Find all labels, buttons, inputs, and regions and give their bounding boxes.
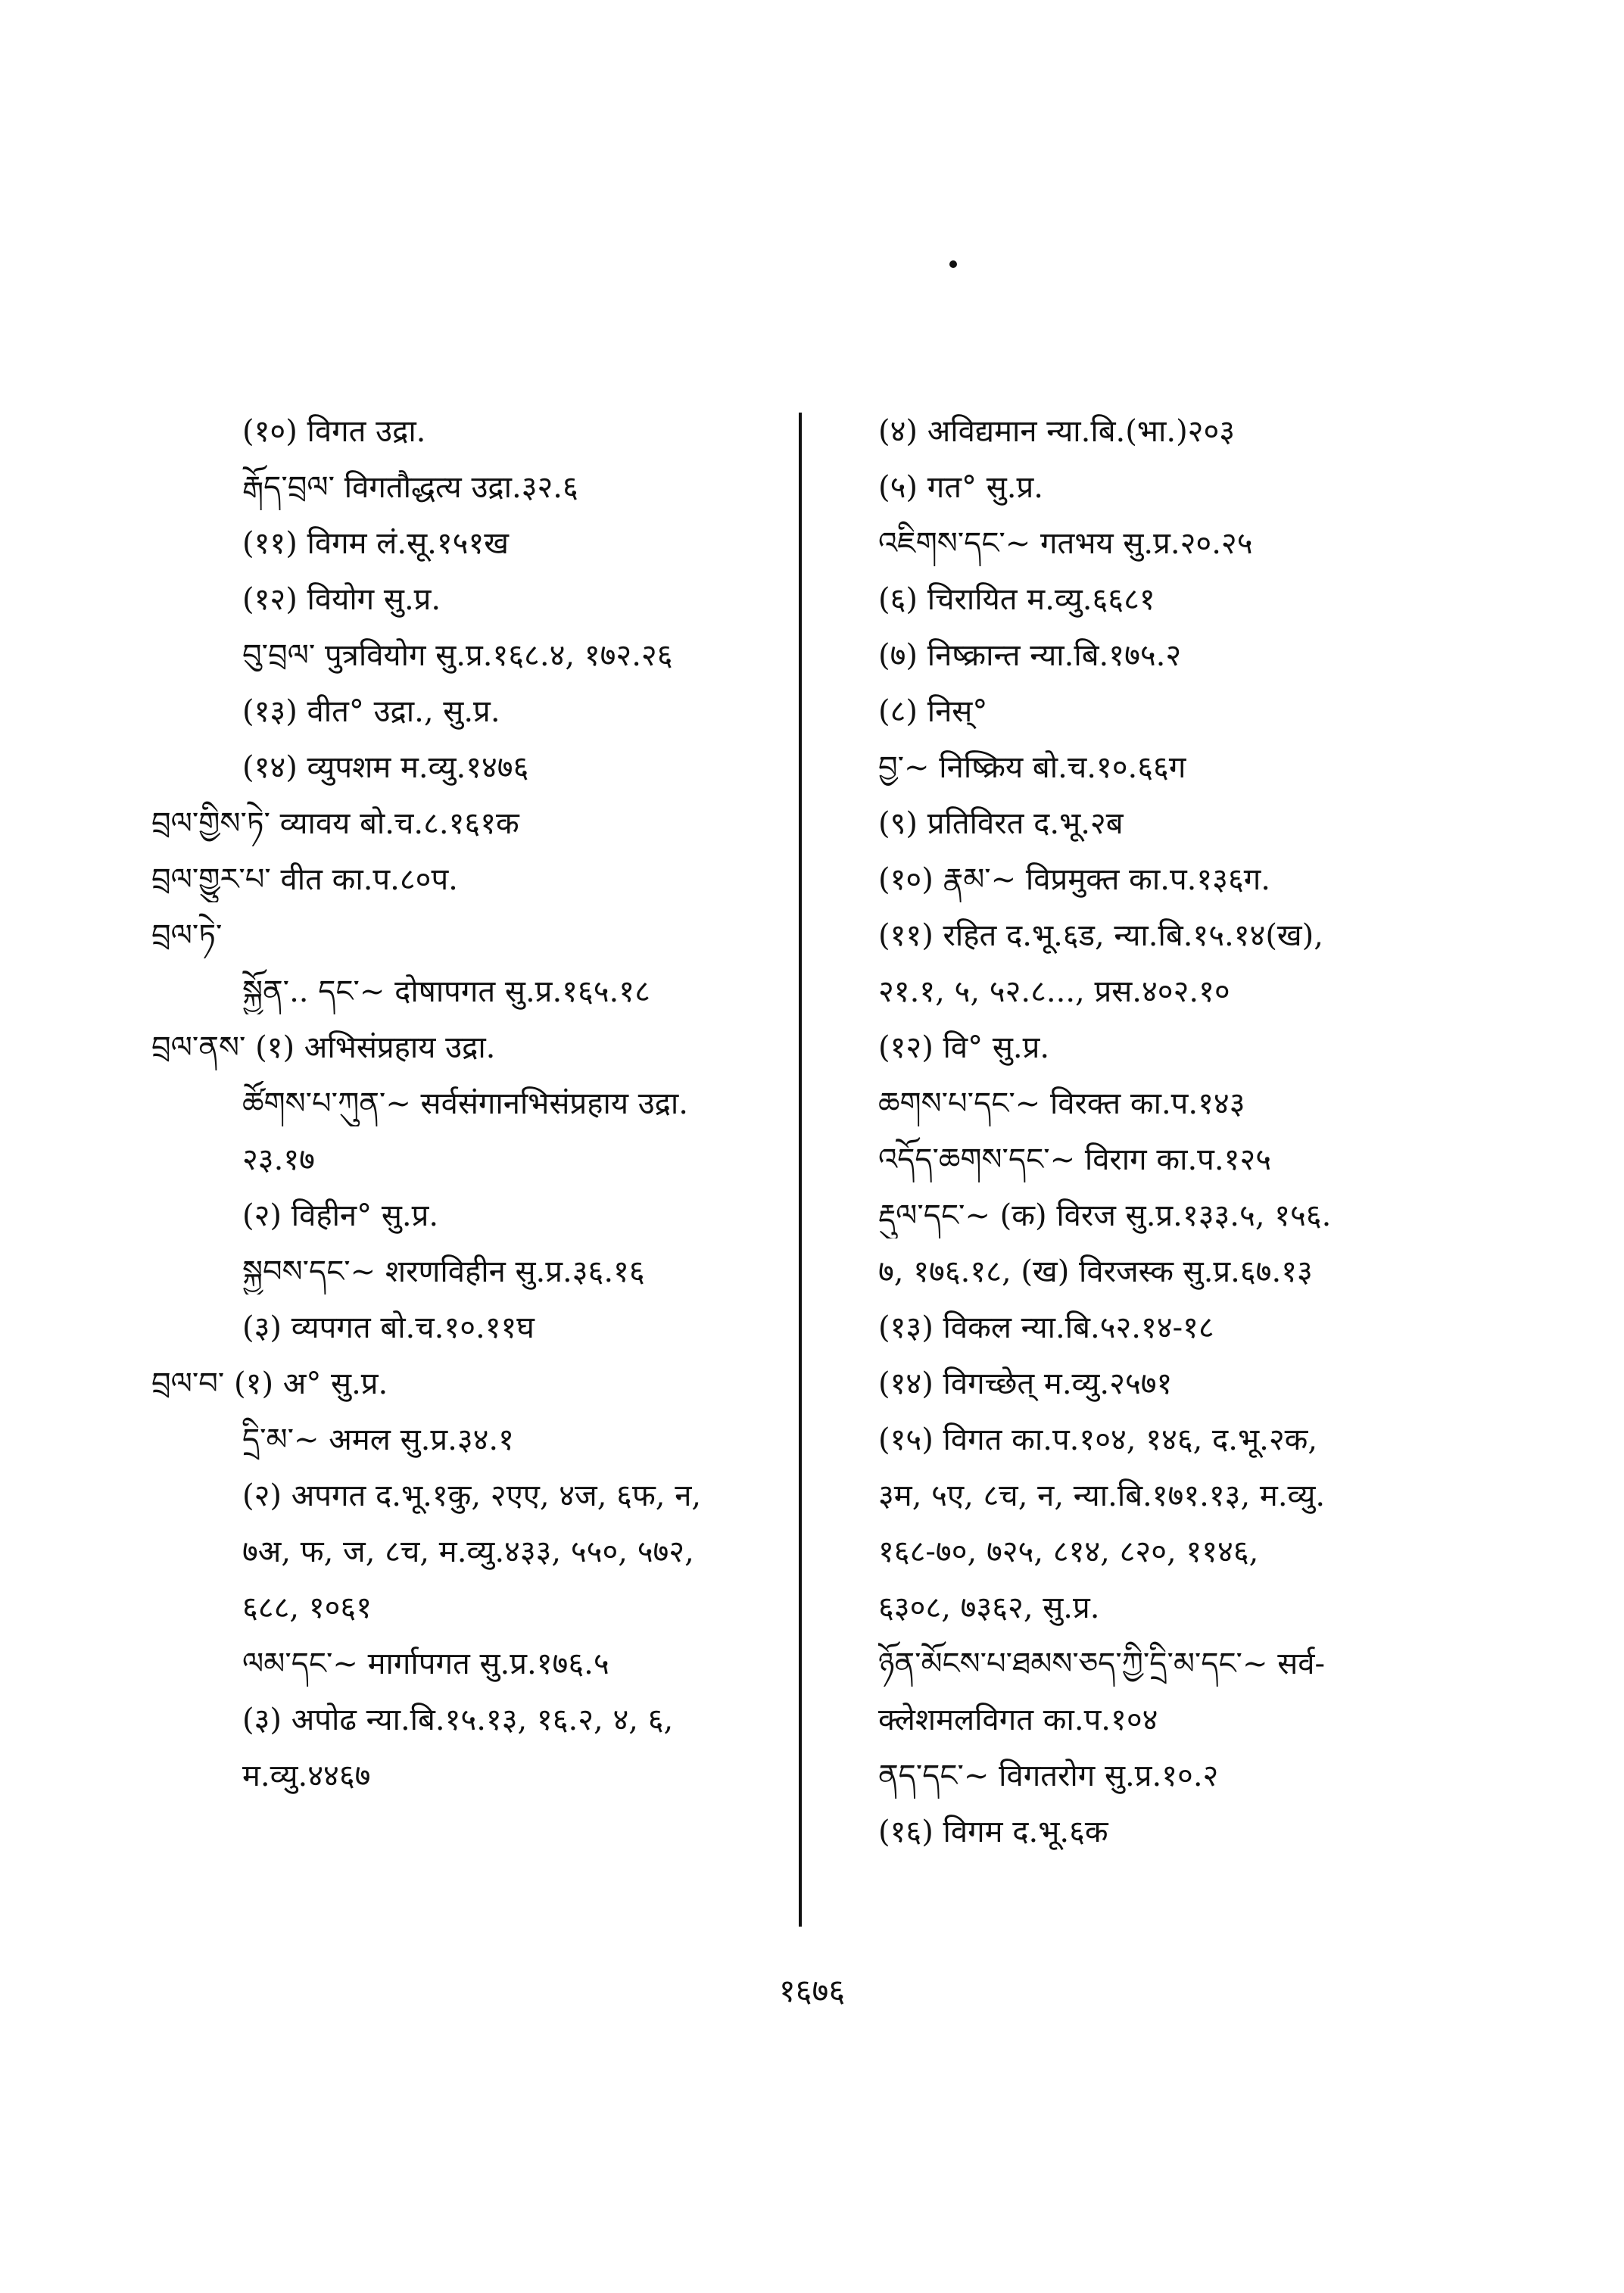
dictionary-line: འཇིགས་དང་~ गतभय सु.प्र.२०.२५: [878, 526, 1253, 561]
dictionary-line: (७) निष्क्रान्त न्या.बि.१७५.२: [878, 638, 1182, 673]
column-divider: [799, 413, 802, 1927]
dictionary-line: (३) व्यपगत बो.च.१०.११घ: [242, 1310, 535, 1345]
dictionary-line: ནད་དང་~ विगतरोग सु.प्र.१०.२: [878, 1759, 1219, 1793]
dictionary-line: क्लेशमलविगत का.प.१०४: [878, 1703, 1158, 1737]
dictionary-line: (३) अपोढ न्या.बि.१५.१३, १६.२, ४, ६,: [242, 1703, 674, 1737]
right-column: [878, 409, 1499, 1865]
dictionary-line: ३म, ५ए, ८च, न, न्या.बि.१७१.१३, म.व्यु.: [878, 1478, 1326, 1513]
dictionary-line: ७, १७६.१८, (ख) विरजस्क सु.प्र.६७.१३: [878, 1254, 1313, 1289]
dictionary-line: ६८८, १०६१: [242, 1590, 372, 1625]
dictionary-line: (११) रहित द.भू.६ड, न्या.बि.१५.१४(ख),: [878, 918, 1323, 953]
dictionary-line: (४) अविद्यमान न्या.बि.(भा.)२०३: [878, 414, 1236, 449]
left-column: [151, 409, 795, 1809]
dictionary-line: ཆགས་པ་དང་~ विरक्त का.प.१४३: [878, 1086, 1245, 1121]
dictionary-line: २१.१, ५, ५२.८..., प्रस.४०२.१०: [878, 974, 1230, 1009]
dictionary-line: (५) गत° सु.प्र.: [878, 470, 1043, 505]
dictionary-line: ६३०८, ७३६२, सु.प्र.: [878, 1590, 1100, 1625]
dictionary-line: ཚོགས་པ་ཀུན་~ सर्वसंगानभिसंप्रहाय उद्रा.: [242, 1086, 688, 1121]
dictionary-line: དྲི་མ་~ अमल सु.प्र.३४.१: [242, 1422, 514, 1457]
dictionary-line: (१४) व्युपशम म.व्यु.१४७६: [242, 750, 529, 785]
page-number: १६७६: [778, 1972, 846, 2009]
dictionary-line: བྲལ་གྱུར་པ་ वीत का.प.८०प.: [151, 862, 458, 897]
dictionary-line: (१५) विगत का.प.१०४, १४६, द.भू.२क,: [878, 1422, 1318, 1457]
dictionary-line: རྒོད་བྲལ་ विगतौद्धत्य उद्रा.३२.६: [242, 470, 578, 505]
dictionary-line: (८) निस्°: [878, 694, 988, 729]
dictionary-line: སྐྱབས་དང་~ शरणविहीन सु.प्र.३६.१६: [242, 1254, 645, 1289]
dictionary-line: (१४) विगच्छेत् म.व्यु.२५७१: [878, 1366, 1173, 1401]
dictionary-line: (१३) विकल न्या.बि.५२.१४-१८: [878, 1310, 1214, 1345]
dictionary-line: ཉོན་མོངས་པ་ཐམས་ཅད་ཀྱི་དྲི་མ་དང་~ सर्व-: [878, 1647, 1325, 1681]
dictionary-line: སྐྱོན་.. དང་~ दोषापगत सु.प्र.१६५.१८: [242, 974, 650, 1009]
dictionary-line: རྡུལ་དང་~ (क) विरज सु.प्र.१३३.५, १५६.: [878, 1198, 1332, 1233]
dictionary-line: འདོད་ཆགས་དང་~ विराग का.प.१२५: [878, 1142, 1272, 1177]
top-dot-mark: [949, 260, 957, 268]
dictionary-line: (१२) वि° सु.प्र.: [878, 1030, 1050, 1065]
dictionary-line: བུ་བྲལ་ पुत्रवियोग सु.प्र.१६८.४, १७२.२६: [242, 638, 673, 673]
dictionary-line: (१०) རྣམ་~ विप्रमुक्त का.प.१३६ग.: [878, 862, 1271, 897]
dictionary-line: ལམ་དང་~ मार्गापगत सु.प्र.१७६.५: [242, 1647, 609, 1681]
dictionary-line: (२) अपगत द.भू.१कु, २एए, ४ज, ६फ, न,: [242, 1478, 702, 1513]
dictionary-line: བྲལ་གྱིས་ཏེ་ व्यावय बो.च.८.१६१क: [151, 806, 519, 841]
dictionary-line: (६) चिरायित म.व्यु.६६८१: [878, 582, 1155, 617]
dictionary-line: བྲལ་བ་ (१) अ° सु.प्र.: [151, 1366, 388, 1401]
dictionary-line: བྱ་~ निष्क्रिय बो.च.१०.६६ग: [878, 750, 1186, 785]
dictionary-line: བྲལ་ནས་ (१) अभिसंप्रहाय उद्रा.: [151, 1030, 496, 1065]
dictionary-line: (१६) विगम द.भू.६क: [878, 1815, 1108, 1849]
dictionary-line: २३.१७: [242, 1142, 315, 1177]
dictionary-line: १६८-७०, ७२५, ८१४, ८२०, ११४६,: [878, 1534, 1259, 1569]
dictionary-line: म.व्यु.४४६७: [242, 1759, 371, 1793]
dictionary-line: (१३) वीत° उद्रा., सु.प्र.: [242, 694, 500, 729]
dictionary-line: (२) विहीन° सु.प्र.: [242, 1198, 439, 1233]
dictionary-line: ७अ, फ, ज, ८च, म.व्यु.४३३, ५५०, ५७२,: [242, 1534, 694, 1569]
dictionary-line: (११) विगम लं.सू.१५१ख: [242, 526, 509, 561]
dictionary-line: (१२) वियोग सु.प्र.: [242, 582, 441, 617]
dictionary-line: བྲལ་ཏེ་: [151, 918, 223, 953]
dictionary-line: (१०) विगत उद्रा.: [242, 414, 426, 449]
dictionary-line: (९) प्रतिविरत द.भू.२ब: [878, 806, 1124, 841]
